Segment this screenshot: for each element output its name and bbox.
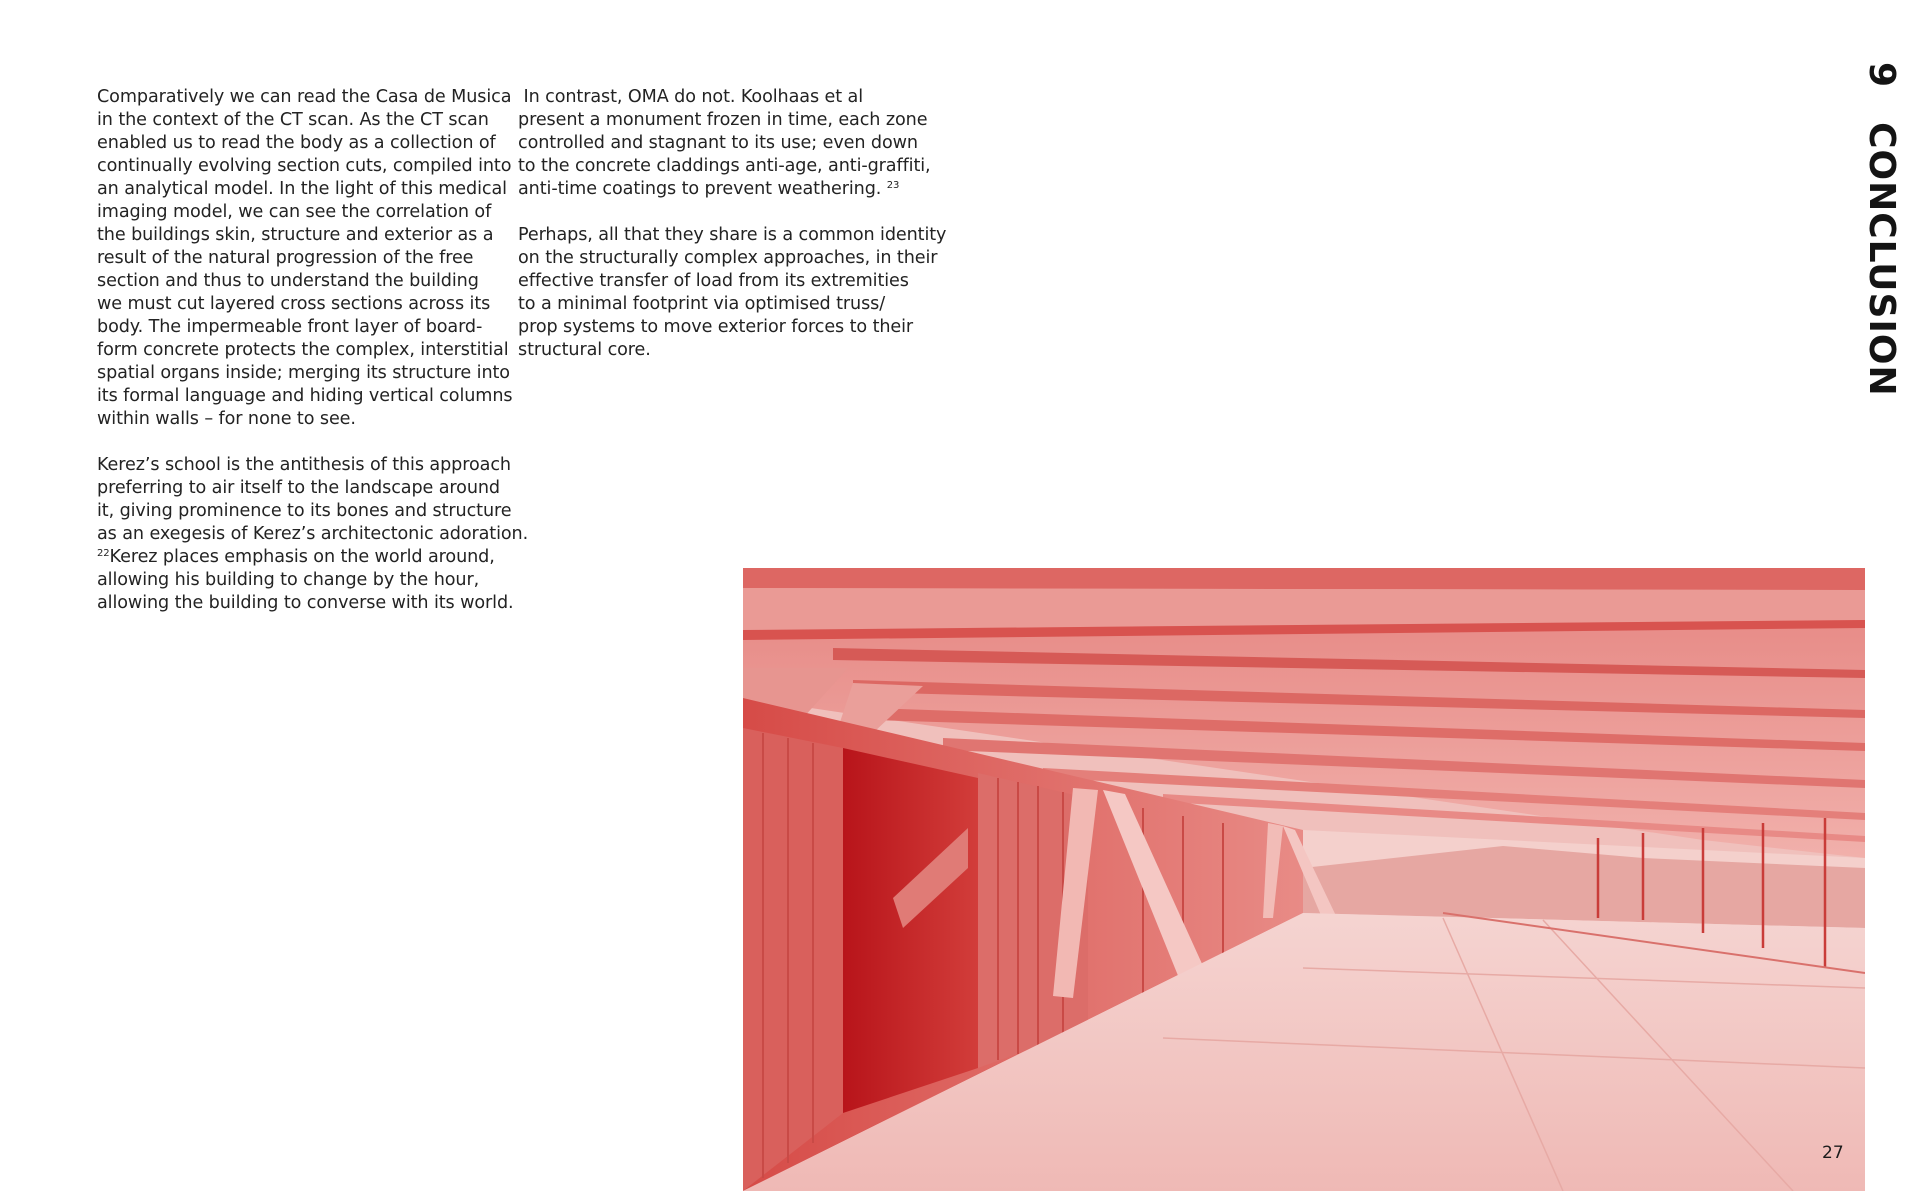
text-line: Perhaps, all that they share is a common identity	[518, 225, 947, 245]
text-line: form concrete protects the complex, interstitial	[97, 340, 509, 360]
text-line: enabled us to read the body as a collection of	[97, 133, 496, 153]
text-line: on the structurally complex approaches, in their	[518, 248, 938, 268]
text-line: structural core.	[518, 340, 651, 360]
text-line: continually evolving section cuts, compiled into	[97, 156, 512, 176]
text-column-right	[518, 86, 947, 362]
text-line: allowing his building to change by the hour,	[97, 570, 480, 590]
text-line: the buildings skin, structure and exterior as a	[97, 225, 494, 245]
building-photo	[743, 568, 1865, 1191]
text-line: present a monument frozen in time, each zone	[518, 110, 928, 130]
text-line: effective transfer of load from its extremities	[518, 271, 909, 291]
text-line: preferring to air itself to the landscape around	[97, 478, 500, 498]
text-line: spatial organs inside; merging its structure into	[97, 363, 510, 383]
text-line: body. The impermeable front layer of board-	[97, 317, 483, 337]
text-line: it, giving prominence to its bones and structure	[97, 501, 512, 521]
text-line: as an exegesis of Kerez’s architectonic adoration.	[97, 524, 529, 544]
text-line: In contrast, OMA do not. Koolhaas et al	[518, 87, 863, 107]
chapter-number: 9	[1861, 62, 1902, 89]
photo-beam	[743, 568, 1865, 590]
text-line-with-footnote	[518, 178, 938, 201]
text-fragment: Kerez places emphasis on the world around,	[109, 547, 495, 567]
text-column-left	[97, 86, 529, 615]
text-fragment: anti-time coatings to prevent weathering.	[518, 179, 887, 199]
text-line: to a minimal footprint via optimised truss/	[518, 294, 886, 314]
text-line: Comparatively we can read the Casa de Musica	[97, 87, 512, 107]
text-line: section and thus to understand the building	[97, 271, 479, 291]
text-line: result of the natural progression of the free	[97, 248, 474, 268]
text-line: to the concrete claddings anti-age, anti-graffiti,	[518, 156, 931, 176]
text-line: Kerez’s school is the antithesis of this approach	[97, 455, 511, 475]
text-line: imaging model, we can see the correlation of	[97, 202, 492, 222]
text-line: in the context of the CT scan. As the CT scan	[97, 110, 489, 130]
footnote-23: 23	[886, 180, 900, 191]
text-line: controlled and stagnant to its use; even down	[518, 133, 918, 153]
text-line: an analytical model. In the light of this medical	[97, 179, 507, 199]
text-line: allowing the building to converse with its world.	[97, 593, 514, 613]
footnote-22: 22	[97, 548, 110, 559]
chapter-heading	[1862, 62, 1902, 422]
text-line: its formal language and hiding vertical columns	[97, 386, 513, 406]
paragraph-gap	[97, 431, 517, 454]
photo-wall-panel	[743, 728, 843, 1191]
text-line: prop systems to move exterior forces to their	[518, 317, 914, 337]
photo-doorway	[843, 748, 978, 1113]
chapter-title: CONCLUSION	[1861, 122, 1902, 397]
text-line-with-footnote	[97, 546, 517, 569]
paragraph-gap	[518, 201, 938, 224]
text-line: within walls – for none to see.	[97, 409, 356, 429]
text-line: we must cut layered cross sections across its	[97, 294, 491, 314]
page-number: 27	[1822, 1143, 1844, 1163]
